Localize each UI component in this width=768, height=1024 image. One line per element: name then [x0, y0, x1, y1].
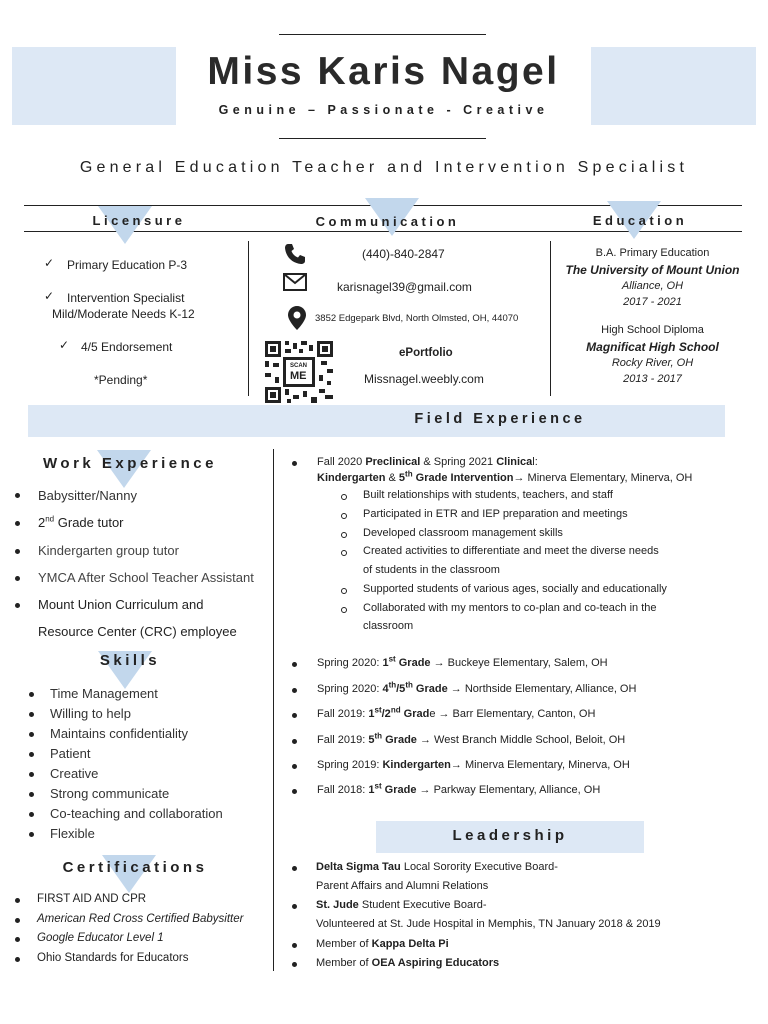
skill-item: Willing to help — [50, 706, 131, 721]
clinical-duty: Collaborated with my mentors to co-plan and co-teach in the — [363, 602, 657, 614]
sub-bullet — [341, 494, 347, 500]
skills-heading: Skills — [99, 652, 161, 669]
leadership-heading: Leadership — [452, 827, 568, 844]
skill-item: Patient — [50, 746, 91, 761]
bullet — [292, 764, 297, 769]
placement-item: Spring 2020: 4th/5th Grade → Northside Elementary, Alliance, OH — [317, 680, 637, 695]
bullet — [29, 792, 34, 797]
location-pin-icon — [288, 306, 306, 330]
bullet — [15, 918, 20, 923]
clinical-duty: classroom — [363, 620, 414, 632]
bullet — [15, 957, 20, 962]
candidate-name: Miss Karis Nagel — [207, 50, 560, 93]
sub-bullet — [341, 588, 347, 594]
eportfolio-label: ePortfolio — [399, 347, 453, 359]
header-top-rule — [279, 34, 486, 35]
bullet — [15, 521, 20, 526]
clinical-duty: Created activities to differentiate and meet the diverse needs — [363, 545, 659, 557]
column-divider — [248, 241, 249, 396]
licensure-item: Intervention Specialist — [67, 291, 185, 305]
check-icon: ✓ — [59, 338, 70, 352]
bullet — [29, 692, 34, 697]
degree-2: High School Diploma — [601, 324, 704, 336]
bullet — [15, 576, 20, 581]
phone-number[interactable]: (440)-840-2847 — [362, 247, 445, 261]
skill-item: Flexible — [50, 826, 95, 841]
bullet — [292, 461, 297, 466]
degree-1: B.A. Primary Education — [595, 247, 710, 259]
placement-item: Spring 2020: 1st Grade → Buckeye Elementary, Salem, OH — [317, 654, 608, 669]
eportfolio-link[interactable]: Missnagel.weebly.com — [364, 372, 484, 386]
bullet — [29, 712, 34, 717]
role-title: General Education Teacher and Intervention Specialist — [79, 159, 689, 176]
licensure-item: Mild/Moderate Needs K-12 — [52, 307, 195, 321]
field-experience-banner — [28, 405, 725, 437]
bullet — [292, 713, 297, 718]
education-heading: Education — [592, 213, 688, 228]
work-item: Kindergarten group tutor — [38, 543, 179, 558]
work-item: Resource Center (CRC) employee — [38, 624, 237, 639]
years-2: 2013 - 2017 — [623, 373, 682, 385]
sub-bullet — [341, 550, 347, 556]
bullet — [29, 832, 34, 837]
communication-heading: Communication — [315, 214, 460, 229]
skill-item: Strong communicate — [50, 786, 170, 801]
bullet — [29, 812, 34, 817]
leadership-item: Member of Kappa Delta Pi — [316, 938, 449, 950]
bullet — [15, 937, 20, 942]
column-divider — [273, 449, 274, 971]
work-item: 2nd Grade tutor — [38, 514, 124, 530]
skill-item: Maintains confidentiality — [50, 726, 189, 741]
clinical-line-1: Fall 2020 Preclinical & Spring 2021 Clinical: — [317, 456, 538, 468]
mailing-address: 3852 Edgepark Blvd, North Olmsted, OH, 44070 — [315, 313, 519, 324]
sub-bullet — [341, 607, 347, 613]
work-item: Babysitter/Nanny — [38, 488, 137, 503]
bullet — [292, 739, 297, 744]
header-left-block — [12, 47, 176, 125]
skill-item: Creative — [50, 766, 99, 781]
certification-item: Google Educator Level 1 — [37, 932, 164, 944]
certification-item: Ohio Standards for Educators — [37, 951, 189, 964]
field-experience-heading: Field Experience — [414, 411, 586, 427]
check-icon: ✓ — [44, 289, 55, 303]
clinical-duty: of students in the classroom — [363, 564, 500, 576]
placement-item: Fall 2019: 5th Grade → West Branch Middle School, Beloit, OH — [317, 731, 626, 746]
bullet — [292, 662, 297, 667]
placement-item: Fall 2018: 1st Grade → Parkway Elementary, Alliance, OH — [317, 781, 601, 796]
bullet — [29, 752, 34, 757]
bullet — [29, 732, 34, 737]
tagline: Genuine – Passionate - Creative — [218, 103, 549, 117]
bullet — [292, 688, 297, 693]
bullet — [15, 549, 20, 554]
clinical-duty: Participated in ETR and IEP preparation and meetings — [363, 508, 628, 520]
placement-item: Spring 2019: Kindergarten→ Minerva Elementary, Minerva, OH — [317, 759, 630, 771]
licensure-heading: Licensure — [92, 213, 186, 228]
clinical-duty: Supported students of various ages, socially and educationally — [363, 583, 667, 595]
check-icon: ✓ — [44, 256, 55, 270]
leadership-item: St. Jude Student Executive Board- — [316, 899, 487, 911]
bullet — [292, 962, 297, 967]
sub-bullet — [341, 513, 347, 519]
school-2: Magnificat High School — [586, 340, 719, 354]
skill-item: Co-teaching and collaboration — [50, 806, 223, 821]
clinical-line-2: Kindergarten & 5th Grade Intervention→ Minerva Elementary, Minerva, OH — [317, 469, 693, 484]
bullet — [292, 904, 297, 909]
certifications-heading: Certifications — [62, 859, 208, 876]
qr-scan-label: SCAN — [290, 363, 308, 369]
clinical-duty: Built relationships with students, teachers, and staff — [363, 489, 613, 501]
location-1: Alliance, OH — [621, 280, 684, 292]
header-bottom-rule — [279, 138, 486, 139]
bullet — [292, 866, 297, 871]
header-right-block — [591, 47, 756, 125]
bullet — [15, 898, 20, 903]
certification-item: FIRST AID AND CPR — [37, 893, 147, 905]
email-icon — [283, 273, 307, 291]
work-experience-heading: Work Experience — [43, 455, 217, 472]
bullet — [15, 493, 20, 498]
licensure-pending: *Pending* — [94, 373, 148, 387]
certification-item: American Red Cross Certified Babysitter — [37, 912, 244, 925]
skill-item: Time Management — [50, 686, 158, 701]
work-item: Mount Union Curriculum and — [38, 597, 204, 612]
bullet — [292, 943, 297, 948]
location-2: Rocky River, OH — [611, 357, 694, 369]
years-1: 2017 - 2021 — [623, 296, 682, 308]
bullet — [15, 603, 20, 608]
bullet — [292, 789, 297, 794]
sub-bullet — [341, 532, 347, 538]
licensure-item: Primary Education P-3 — [67, 258, 188, 272]
leadership-item-detail: Volunteered at St. Jude Hospital in Memphis, TN January 2018 & 2019 — [316, 918, 661, 930]
leadership-item: Delta Sigma Tau Local Sorority Executive Board- — [316, 861, 558, 873]
qr-me-label: ME — [290, 370, 307, 382]
leadership-item-detail: Parent Affairs and Alumni Relations — [316, 880, 489, 892]
bullet — [29, 772, 34, 777]
licensure-item: 4/5 Endorsement — [81, 340, 173, 354]
leadership-item: Member of OEA Aspiring Educators — [316, 957, 500, 969]
phone-icon — [283, 242, 307, 266]
clinical-duty: Developed classroom management skills — [363, 527, 563, 539]
school-1: The University of Mount Union — [565, 263, 740, 277]
qr-code[interactable] — [265, 341, 333, 403]
work-item: YMCA After School Teacher Assistant — [38, 570, 254, 585]
placement-item: Fall 2019: 1st/2nd Grade → Barr Elementary, Canton, OH — [317, 705, 596, 720]
email-address[interactable]: karisnagel39@gmail.com — [337, 280, 472, 294]
